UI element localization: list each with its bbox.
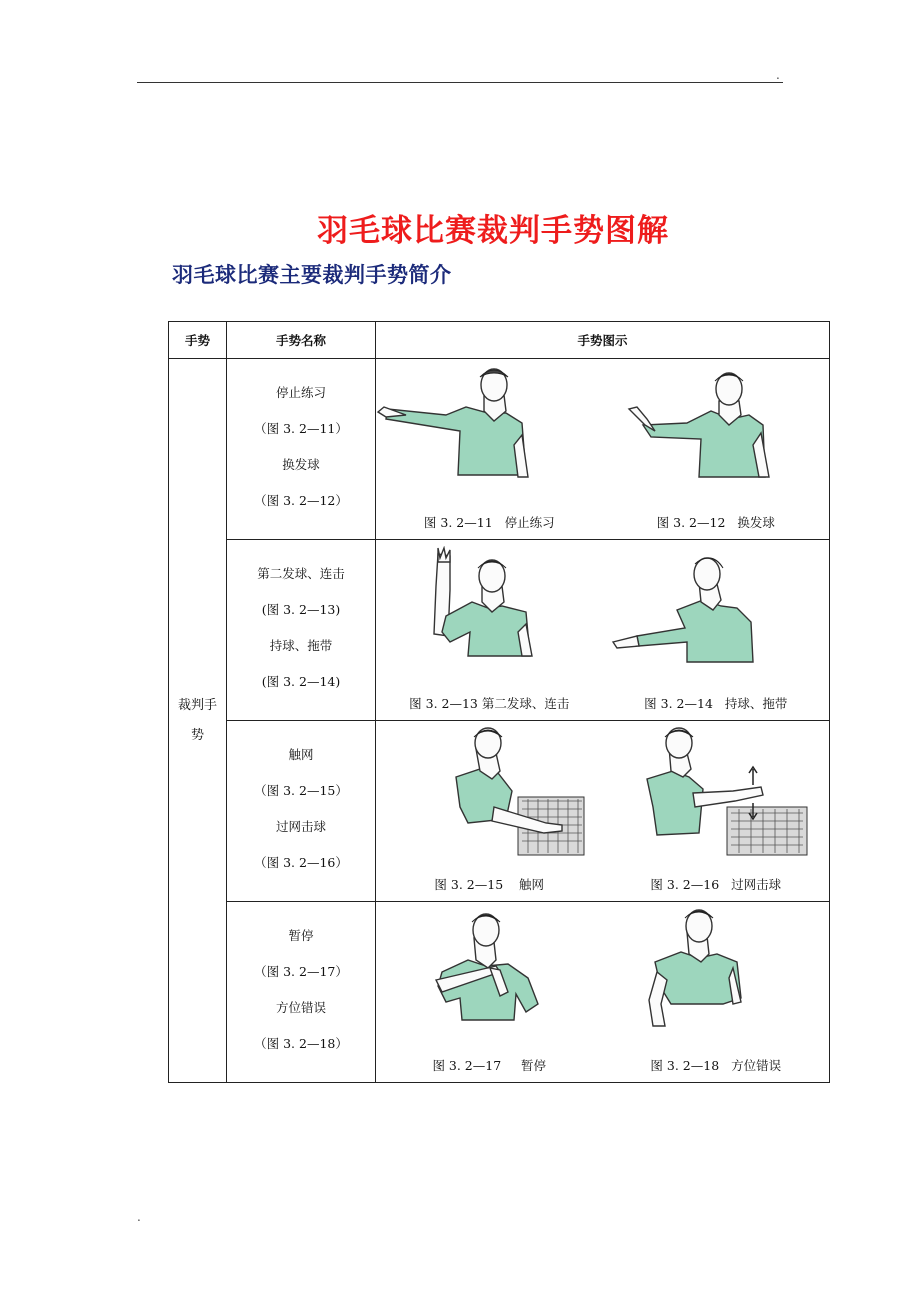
table-row bbox=[169, 902, 830, 1083]
table-row bbox=[169, 721, 830, 902]
figure-caption: 图 3. 2—16 过网击球 bbox=[650, 877, 782, 892]
figure-ref: (图 3. 2—13) bbox=[261, 602, 341, 617]
page-subtitle: 羽毛球比赛主要裁判手势简介 bbox=[172, 263, 452, 287]
footer-mark: . bbox=[137, 1210, 141, 1224]
figures-cell bbox=[376, 902, 830, 1083]
figures-cell bbox=[376, 540, 830, 721]
gesture-name: 过网击球 bbox=[275, 819, 326, 834]
figure-caption: 图 3. 2—17 暂停 bbox=[432, 1058, 547, 1073]
names-cell bbox=[227, 540, 376, 721]
figures-cell bbox=[376, 359, 830, 540]
referee-two-fingers-figure bbox=[376, 546, 603, 676]
gesture-name: 持球、拖带 bbox=[269, 638, 333, 653]
names-cell bbox=[227, 721, 376, 902]
figure-caption: 图 3. 2—15 触网 bbox=[434, 877, 545, 892]
figure-ref: （图 3. 2—15） bbox=[254, 783, 348, 798]
table-row bbox=[169, 359, 830, 540]
referee-hand-down-figure bbox=[603, 908, 830, 1038]
figure-ref: （图 3. 2—16） bbox=[254, 855, 348, 870]
figure-panel bbox=[376, 721, 603, 901]
figure-panel bbox=[603, 902, 830, 1082]
referee-timeout-figure bbox=[376, 908, 603, 1038]
header-rule bbox=[137, 82, 783, 83]
figure-panel bbox=[376, 359, 603, 539]
page-title: 羽毛球比赛裁判手势图解 bbox=[317, 213, 669, 249]
figures-cell bbox=[376, 721, 830, 902]
figure-caption: 图 3. 2—11 停止练习 bbox=[423, 515, 555, 530]
figure-panel bbox=[603, 721, 830, 901]
referee-palm-swing-figure bbox=[603, 546, 830, 676]
gesture-name: 停止练习 bbox=[275, 385, 326, 400]
gesture-table bbox=[168, 321, 830, 1083]
figure-ref: （图 3. 2—18） bbox=[254, 1036, 348, 1051]
figure-ref: （图 3. 2—12） bbox=[254, 493, 348, 508]
category-cell bbox=[169, 359, 227, 1083]
figure-caption: 图 3. 2—14 持球、拖带 bbox=[644, 696, 788, 711]
names-cell bbox=[227, 359, 376, 540]
figure-ref: (图 3. 2—14) bbox=[261, 674, 341, 689]
gesture-name: 第二发球、连击 bbox=[257, 566, 345, 581]
header-gesture-name: 手势名称 bbox=[227, 322, 376, 359]
gesture-name: 触网 bbox=[288, 747, 314, 762]
figure-panel bbox=[376, 902, 603, 1082]
figure-caption: 图 3. 2—13 第二发球、连击 bbox=[409, 696, 570, 711]
header-gesture: 手势 bbox=[169, 322, 227, 359]
figure-ref: （图 3. 2—11） bbox=[254, 421, 348, 436]
referee-over-net-figure bbox=[603, 727, 830, 857]
figure-panel bbox=[603, 540, 830, 720]
header-mark: . bbox=[776, 68, 780, 82]
figure-panel bbox=[603, 359, 830, 539]
referee-bent-arm-figure bbox=[603, 365, 830, 495]
referee-touch-net-figure bbox=[376, 727, 603, 857]
gesture-name: 方位错误 bbox=[275, 1000, 326, 1015]
table-row bbox=[169, 540, 830, 721]
table-header-row bbox=[169, 322, 830, 359]
gesture-name: 暂停 bbox=[288, 928, 314, 943]
names-cell bbox=[227, 902, 376, 1083]
referee-arm-extended-figure bbox=[376, 365, 603, 495]
figure-panel bbox=[376, 540, 603, 720]
figure-ref: （图 3. 2—17） bbox=[254, 964, 348, 979]
figure-caption: 图 3. 2—12 换发球 bbox=[656, 515, 775, 530]
header-gesture-illustration: 手势图示 bbox=[376, 322, 830, 359]
category-label: 裁判手势 bbox=[177, 697, 217, 743]
gesture-name: 换发球 bbox=[282, 457, 320, 472]
figure-caption: 图 3. 2—18 方位错误 bbox=[650, 1058, 782, 1073]
